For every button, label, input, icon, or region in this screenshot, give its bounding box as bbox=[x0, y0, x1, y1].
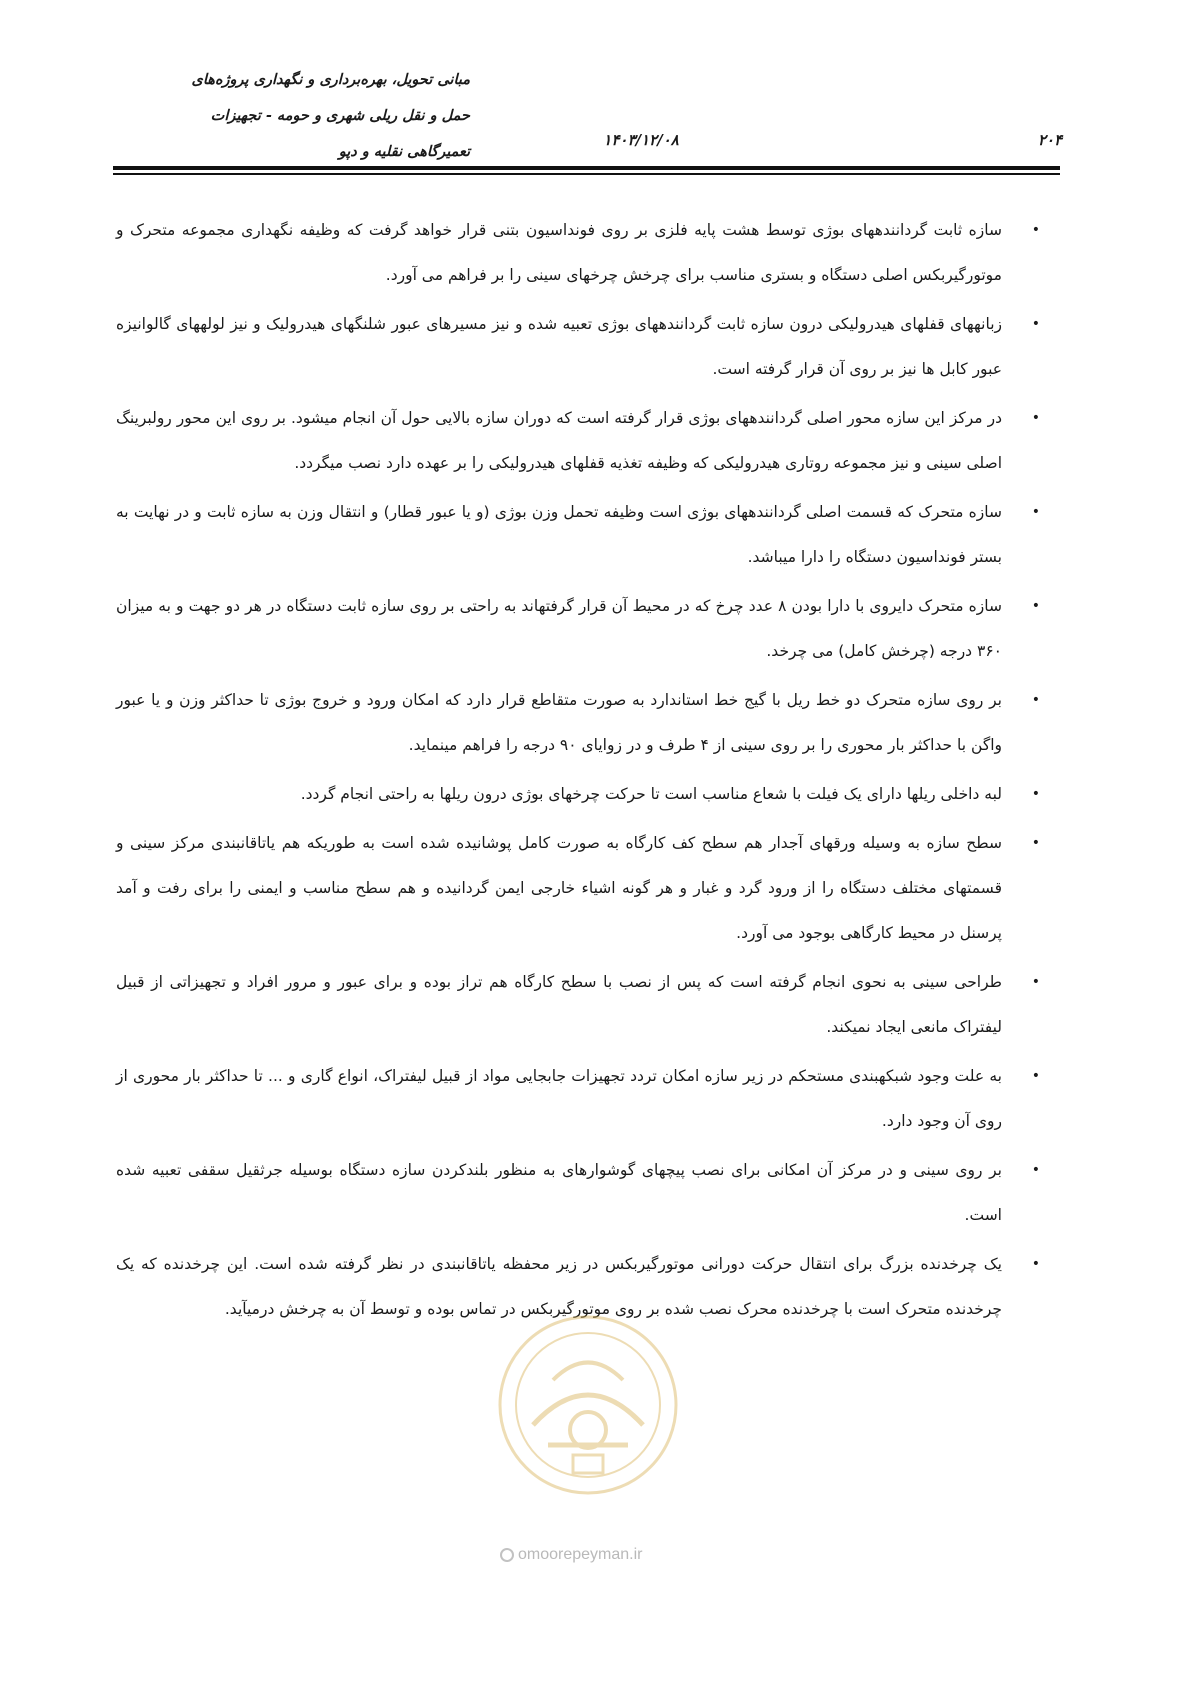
watermark-url bbox=[500, 1546, 710, 1564]
list-item bbox=[116, 678, 1040, 768]
list-item bbox=[116, 1054, 1040, 1144]
document-title-line: حمل و نقل ریلی شهری و حومه - تجهیزات bbox=[210, 107, 470, 124]
bullet-icon: • bbox=[1031, 410, 1040, 426]
list-item-text: در مرکز این سازه محور اصلی گردانندههای بوژی قرار گرفته است که دوران سازه بالایی حول آن انجام میشود. بر روی این محور رولبرینگ اصلی سینی و نیز مجموعه روتاری هیدرولیکی که وظیفه تغذیه قفلهای هیدرولیکی را بر عهده دارد نصب میگردد. bbox=[116, 409, 1002, 472]
bullet-icon: • bbox=[1031, 316, 1040, 332]
list-item bbox=[116, 772, 1040, 817]
bullet-list bbox=[116, 208, 1040, 1332]
bullet-icon: • bbox=[1031, 1256, 1040, 1272]
list-item bbox=[116, 490, 1040, 580]
list-item bbox=[116, 302, 1040, 392]
list-item bbox=[116, 208, 1040, 298]
list-item-text: به علت وجود شبکهبندی مستحکم در زیر سازه امکان تردد تجهیزات جابجایی مواد از قبیل لیفتراک، انواع گاری و ... تا حداکثر بار محوری از روی آن وجود دارد. bbox=[116, 1067, 1002, 1130]
list-item bbox=[116, 396, 1040, 486]
bullet-icon: • bbox=[1031, 692, 1040, 708]
list-item-text: بر روی سازه متحرک دو خط ریل با گیج خط استاندارد به صورت متقاطع قرار دارد که امکان ورود و خروج بوژی تا حداکثر وزن و یا عبور واگن با حداکثر بار محوری را بر روی سینی از ۴ طرف و در زوایای ۹۰ درجه را فراهم مینماید. bbox=[116, 691, 1002, 754]
page-number: ۲۰۴ bbox=[1037, 131, 1062, 149]
bullet-icon: • bbox=[1031, 786, 1040, 802]
list-item-text: یک چرخدنده بزرگ برای انتقال حرکت دورانی موتورگیربکس در زیر محفظه یاتاقانبندی در نظر گرفته شده است. این چرخدنده که یک چرخدنده متحرک است با چرخدنده محرک نصب شده بر روی موتورگیربکس در تماس بوده و توسط آن به چرخش درمیآید. bbox=[116, 1255, 1002, 1318]
bullet-icon: • bbox=[1031, 974, 1040, 990]
document-title bbox=[130, 62, 470, 170]
list-item-text: سطح سازه به وسیله ورقهای آجدار هم سطح کف کارگاه به صورت کامل پوشانیده شده است به طوریکه هم یاتاقانبندی مرکز سینی و قسمتهای مختلف دستگاه را از ورود گرد و غبار و هر گونه اشیاء خارجی ایمن گردانیده و هم سطح مناسب و ایمنی را برای رفت و آمد پرسنل در محیط کارگاهی بوجود می آورد. bbox=[116, 834, 1002, 942]
watermark-url-text: omoorepeyman.ir bbox=[518, 1546, 643, 1563]
bullet-icon: • bbox=[1031, 1162, 1040, 1178]
list-item bbox=[116, 1148, 1040, 1238]
list-item-text: لبه داخلی ریلها دارای یک فیلت با شعاع مناسب است تا حرکت چرخهای بوژی درون ریلها به راحتی انجام گردد. bbox=[300, 785, 1002, 803]
list-item bbox=[116, 584, 1040, 674]
page-content bbox=[116, 208, 1040, 1336]
bullet-icon: • bbox=[1031, 598, 1040, 614]
header-date: ۱۴۰۳/۱۲/۰۸ bbox=[603, 131, 679, 149]
list-item-text: سازه متحرک دایروی با دارا بودن ۸ عدد چرخ که در محیط آن قرار گرفتهاند به راحتی بر روی سازه ثابت دستگاه در هر دو جهت و به میزان ۳۶۰ درجه (چرخش کامل) می چرخد. bbox=[116, 597, 1003, 660]
bullet-icon: • bbox=[1031, 835, 1040, 851]
list-item-text: سازه متحرک که قسمت اصلی گردانندههای بوژی است وظیفه تحمل وزن بوژی (و یا عبور قطار) و انتقال وزن به سازه ثابت و در نهایت به بستر فونداسیون دستگاه را دارا میباشد. bbox=[116, 503, 1002, 566]
list-item-text: زبانههای قفلهای هیدرولیکی درون سازه ثابت گردانندههای بوژی تعبیه شده و نیز مسیرهای عبور شلنگهای هیدرولیک و نیز لولههای گالوانیزه عبور کابل ها نیز بر روی آن قرار گرفته است. bbox=[116, 315, 1002, 378]
header-divider bbox=[113, 166, 1060, 170]
bullet-icon: • bbox=[1031, 222, 1040, 238]
document-title-line: تعمیرگاهی نقلیه و دپو bbox=[338, 143, 470, 160]
list-item bbox=[116, 960, 1040, 1050]
header-divider-thin bbox=[113, 173, 1060, 175]
watermark-circle-icon bbox=[500, 1548, 514, 1562]
document-title-line: مبانی تحویل، بهره‌برداری و نگهداری پروژه‌های bbox=[191, 71, 470, 88]
list-item bbox=[116, 821, 1040, 956]
page-header bbox=[0, 0, 1191, 180]
list-item-text: طراحی سینی به نحوی انجام گرفته است که پس از نصب با سطح کارگاه هم تراز بوده و برای عبور و مرور افراد و تجهیزاتی از قبیل لیفتراک مانعی ایجاد نمیکند. bbox=[116, 973, 1002, 1036]
list-item-text: سازه ثابت گردانندههای بوژی توسط هشت پایه فلزی بر روی فونداسیون بتنی قرار خواهد گرفت که وظیفه نگهداری مجموعه متحرک و موتورگیربکس اصلی دستگاه و بستری مناسب برای چرخش چرخهای سینی را بر فراهم می آورد. bbox=[116, 221, 1002, 284]
list-item-text: بر روی سینی و در مرکز آن امکانی برای نصب پیچهای گوشوارهای به منظور بلندکردن سازه دستگاه بوسیله جرثقیل سقفی تعبیه شده است. bbox=[116, 1161, 1002, 1224]
bullet-icon: • bbox=[1031, 504, 1040, 520]
bullet-icon: • bbox=[1031, 1068, 1040, 1084]
list-item bbox=[116, 1242, 1040, 1332]
